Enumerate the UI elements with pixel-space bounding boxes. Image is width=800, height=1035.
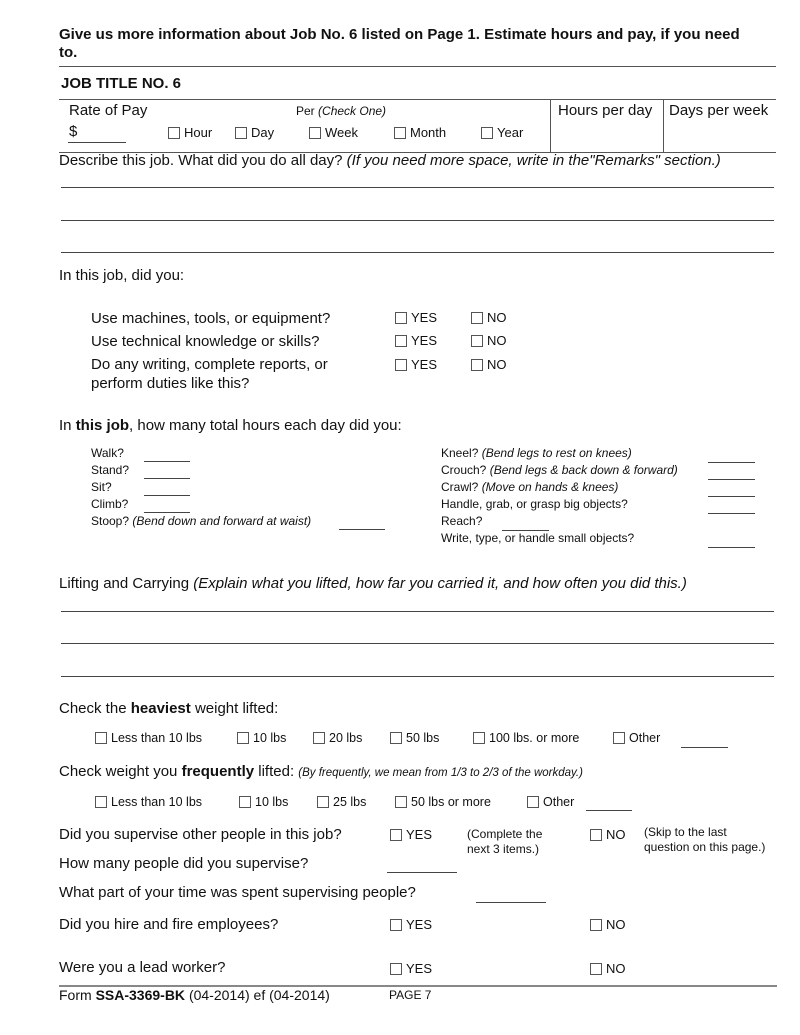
frequent-option[interactable] xyxy=(239,795,288,809)
option-label: Other xyxy=(543,795,575,809)
checkbox[interactable] xyxy=(390,732,402,744)
checkbox[interactable] xyxy=(237,732,249,744)
did-you-heading: In this job, did you: xyxy=(59,267,185,284)
days-per-week-input[interactable] xyxy=(665,122,775,150)
checkbox-hour[interactable] xyxy=(168,127,180,139)
supervise-no-note xyxy=(644,825,765,855)
option-label: 20 lbs xyxy=(329,731,363,745)
crouch-text: Crouch? xyxy=(441,463,487,477)
frequent-option[interactable] xyxy=(317,795,366,809)
option-label: 10 lbs xyxy=(255,795,289,809)
heaviest-heading-bold: heaviest xyxy=(130,700,191,717)
heaviest-option[interactable] xyxy=(473,731,579,745)
checkbox-yes[interactable] xyxy=(390,829,402,841)
hours-write-label: Write, type, or handle small objects? xyxy=(441,531,635,545)
supervise-yes-note xyxy=(467,827,542,857)
frequent-other-input[interactable] xyxy=(586,810,632,811)
form-id xyxy=(59,987,330,1003)
did-you-question: Use machines, tools, or equipment? xyxy=(91,310,331,327)
no-label: NO xyxy=(487,310,507,325)
option-label: 10 lbs xyxy=(253,731,287,745)
hours-stand-label: Stand? xyxy=(91,463,130,477)
checkbox[interactable] xyxy=(613,732,625,744)
heaviest-heading-post: weight lifted: xyxy=(194,700,279,717)
crouch-hint: (Bend legs & back down & forward) xyxy=(489,463,678,477)
how-many-question: How many people did you supervise? xyxy=(59,855,309,872)
hire-fire-no-option[interactable] xyxy=(590,917,626,932)
checkbox-no[interactable] xyxy=(471,312,483,324)
rate-of-pay-label: Rate of Pay xyxy=(69,102,148,119)
option-label: 50 lbs or more xyxy=(411,795,491,809)
did-you-yes-option[interactable] xyxy=(395,357,437,372)
checkbox-yes[interactable] xyxy=(395,335,407,347)
describe-question-text: Describe this job. What did you do all day? xyxy=(59,152,343,169)
checkbox-no[interactable] xyxy=(471,335,483,347)
lifting-line-2[interactable] xyxy=(61,643,774,644)
frequent-heading-bold: frequently xyxy=(181,763,255,780)
checkbox-no[interactable] xyxy=(590,919,602,931)
per-option-hour[interactable] xyxy=(168,125,212,140)
per-option-year[interactable] xyxy=(481,125,523,140)
yes-note-line2: next 3 items.) xyxy=(467,842,540,856)
describe-question xyxy=(59,152,721,169)
stoop-text: Stoop? xyxy=(91,514,130,528)
per-hint: (Check One) xyxy=(318,104,387,118)
crawl-text: Crawl? xyxy=(441,480,479,494)
hours-walk-input[interactable] xyxy=(144,461,190,462)
table-divider xyxy=(550,99,551,152)
option-label: 50 lbs xyxy=(406,731,440,745)
hours-walk-label: Walk? xyxy=(91,446,124,460)
time-supervising-input[interactable] xyxy=(476,902,546,903)
heaviest-other-input[interactable] xyxy=(681,747,728,748)
hours-kneel-label xyxy=(441,446,632,460)
time-supervising-question: What part of your time was spent supervising people? xyxy=(59,884,416,901)
hours-sit-input[interactable] xyxy=(144,495,190,496)
hours-climb-label: Climb? xyxy=(91,497,129,511)
hours-crawl-input[interactable] xyxy=(708,496,755,497)
heaviest-option[interactable] xyxy=(237,731,286,745)
yes-label: YES xyxy=(406,827,433,842)
hours-heading-pre: In xyxy=(59,417,72,434)
form-prefix: Form xyxy=(59,987,92,1003)
checkbox-yes[interactable] xyxy=(395,312,407,324)
divider xyxy=(59,66,776,67)
lead-worker-yes-option[interactable] xyxy=(390,961,432,976)
frequent-heading-pre: Check weight you xyxy=(59,763,178,780)
per-label xyxy=(296,104,386,118)
option-label: Month xyxy=(410,125,447,140)
hours-heading xyxy=(59,417,402,434)
no-note-line1: (Skip to the last xyxy=(644,825,727,839)
option-label: Other xyxy=(629,731,661,745)
heaviest-heading-pre: Check the xyxy=(59,700,127,717)
hours-crawl-label xyxy=(441,480,618,494)
hours-per-day-input[interactable] xyxy=(552,122,662,150)
hours-handle-input[interactable] xyxy=(708,513,755,514)
checkbox-yes[interactable] xyxy=(390,919,402,931)
describe-line-1[interactable] xyxy=(61,187,774,188)
frequent-hint: (By frequently, we mean from 1/3 to 2/3 of the workday.) xyxy=(298,767,583,779)
supervise-yes-option[interactable] xyxy=(390,827,432,842)
option-label: Less than 10 lbs xyxy=(111,731,203,745)
kneel-hint: (Bend legs to rest on knees) xyxy=(481,446,632,460)
currency-symbol: $ xyxy=(69,123,78,140)
lifting-heading xyxy=(59,575,687,592)
no-label: NO xyxy=(606,827,626,842)
checkbox-month[interactable] xyxy=(394,127,406,139)
per-text: Per xyxy=(296,104,315,118)
frequent-heading-post: lifted: xyxy=(258,763,295,780)
checkbox-year[interactable] xyxy=(481,127,493,139)
hours-stand-input[interactable] xyxy=(144,478,190,479)
did-you-no-option[interactable] xyxy=(471,310,507,325)
no-label: NO xyxy=(606,961,626,976)
hours-crouch-label xyxy=(441,463,678,477)
yes-label: YES xyxy=(411,310,438,325)
checkbox-no[interactable] xyxy=(590,829,602,841)
yes-label: YES xyxy=(411,357,438,372)
option-label: Less than 10 lbs xyxy=(111,795,203,809)
no-label: NO xyxy=(487,357,507,372)
option-label: Year xyxy=(497,125,524,140)
option-label: 25 lbs xyxy=(333,795,367,809)
hours-stoop-input[interactable] xyxy=(339,529,385,530)
supervise-no-option[interactable] xyxy=(590,827,626,842)
checkbox-week[interactable] xyxy=(309,127,321,139)
hours-per-day-label: Hours per day xyxy=(558,102,653,119)
checkbox[interactable] xyxy=(239,796,251,808)
lifting-line-3[interactable] xyxy=(61,676,774,677)
yes-label: YES xyxy=(411,333,438,348)
describe-hint: (If you need more space, write in the"Remarks" section.) xyxy=(346,152,721,169)
lead-worker-no-option[interactable] xyxy=(590,961,626,976)
hours-kneel-input[interactable] xyxy=(708,462,755,463)
lead-worker-question: Were you a lead worker? xyxy=(59,959,226,976)
hours-handle-label: Handle, grab, or grasp big objects? xyxy=(441,497,628,511)
checkbox-yes[interactable] xyxy=(390,963,402,975)
crawl-hint: (Move on hands & knees) xyxy=(481,480,619,494)
how-many-input[interactable] xyxy=(387,872,457,873)
frequent-option[interactable] xyxy=(395,795,491,809)
table-top-border xyxy=(59,99,776,100)
heaviest-option[interactable] xyxy=(313,731,362,745)
checkbox[interactable] xyxy=(473,732,485,744)
did-you-yes-option[interactable] xyxy=(395,333,437,348)
per-option-day[interactable] xyxy=(235,125,274,140)
instruction-text: Give us more information about Job No. 6 listed on Page 1. Estimate hours and pay, if you need xyxy=(59,26,740,43)
form-suffix: (04-2014) ef (04-2014) xyxy=(188,987,330,1003)
no-note-line2: question on this page.) xyxy=(644,840,766,854)
hours-crouch-input[interactable] xyxy=(708,479,755,480)
kneel-text: Kneel? xyxy=(441,446,479,460)
hours-sit-label: Sit? xyxy=(91,480,112,494)
option-label: Week xyxy=(325,125,358,140)
days-per-week-label: Days per week xyxy=(669,102,769,119)
hire-fire-question: Did you hire and fire employees? xyxy=(59,916,279,933)
did-you-question: Use technical knowledge or skills? xyxy=(91,333,320,350)
no-label: NO xyxy=(606,917,626,932)
did-you-no-option[interactable] xyxy=(471,357,507,372)
form-number: SSA-3369-BK xyxy=(95,987,186,1003)
heaviest-option-other[interactable] xyxy=(613,731,660,745)
supervise-question: Did you supervise other people in this job? xyxy=(59,826,342,843)
hours-write-input[interactable] xyxy=(708,547,755,548)
describe-line-2[interactable] xyxy=(61,220,774,221)
did-you-yes-option[interactable] xyxy=(395,310,437,325)
hours-climb-input[interactable] xyxy=(144,512,190,513)
lifting-line-1[interactable] xyxy=(61,611,774,612)
checkbox[interactable] xyxy=(95,732,107,744)
per-option-month[interactable] xyxy=(394,125,446,140)
yes-label: YES xyxy=(406,961,433,976)
table-divider xyxy=(663,99,664,152)
checkbox[interactable] xyxy=(317,796,329,808)
describe-line-3[interactable] xyxy=(61,252,774,253)
hours-heading-post: , how many total hours each day did you: xyxy=(129,417,402,434)
checkbox-yes[interactable] xyxy=(395,359,407,371)
did-you-no-option[interactable] xyxy=(471,333,507,348)
did-you-question: Do any writing, complete reports, or xyxy=(91,356,328,373)
checkbox[interactable] xyxy=(395,796,407,808)
checkbox[interactable] xyxy=(95,796,107,808)
checkbox-no[interactable] xyxy=(471,359,483,371)
hours-reach-label: Reach? xyxy=(441,514,483,528)
yes-label: YES xyxy=(406,917,433,932)
frequent-option[interactable] xyxy=(95,795,202,809)
yes-note-line1: (Complete the xyxy=(467,827,543,841)
checkbox[interactable] xyxy=(313,732,325,744)
frequent-heading xyxy=(59,763,583,780)
page-number: PAGE 7 xyxy=(389,988,432,1002)
hire-fire-yes-option[interactable] xyxy=(390,917,432,932)
checkbox[interactable] xyxy=(527,796,539,808)
heaviest-option[interactable] xyxy=(390,731,439,745)
instruction-text-cont: to. xyxy=(59,44,78,61)
checkbox-no[interactable] xyxy=(590,963,602,975)
checkbox-day[interactable] xyxy=(235,127,247,139)
lifting-hint: (Explain what you lifted, how far you carried it, and how often you did this.) xyxy=(193,575,687,592)
lifting-label: Lifting and Carrying xyxy=(59,575,190,592)
option-label: Hour xyxy=(184,125,213,140)
heaviest-option[interactable] xyxy=(95,731,202,745)
heaviest-heading xyxy=(59,700,278,717)
job-title-heading: JOB TITLE NO. 6 xyxy=(61,75,182,92)
frequent-option-other[interactable] xyxy=(527,795,574,809)
hours-stoop-label xyxy=(91,514,311,528)
stoop-hint: (Bend down and forward at waist) xyxy=(132,514,312,528)
did-you-question-cont: perform duties like this? xyxy=(91,375,250,392)
per-option-week[interactable] xyxy=(309,125,358,140)
option-label: Day xyxy=(251,125,275,140)
no-label: NO xyxy=(487,333,507,348)
rate-of-pay-input[interactable] xyxy=(68,142,126,143)
hours-heading-bold: this job xyxy=(75,417,130,434)
option-label: 100 lbs. or more xyxy=(489,731,580,745)
